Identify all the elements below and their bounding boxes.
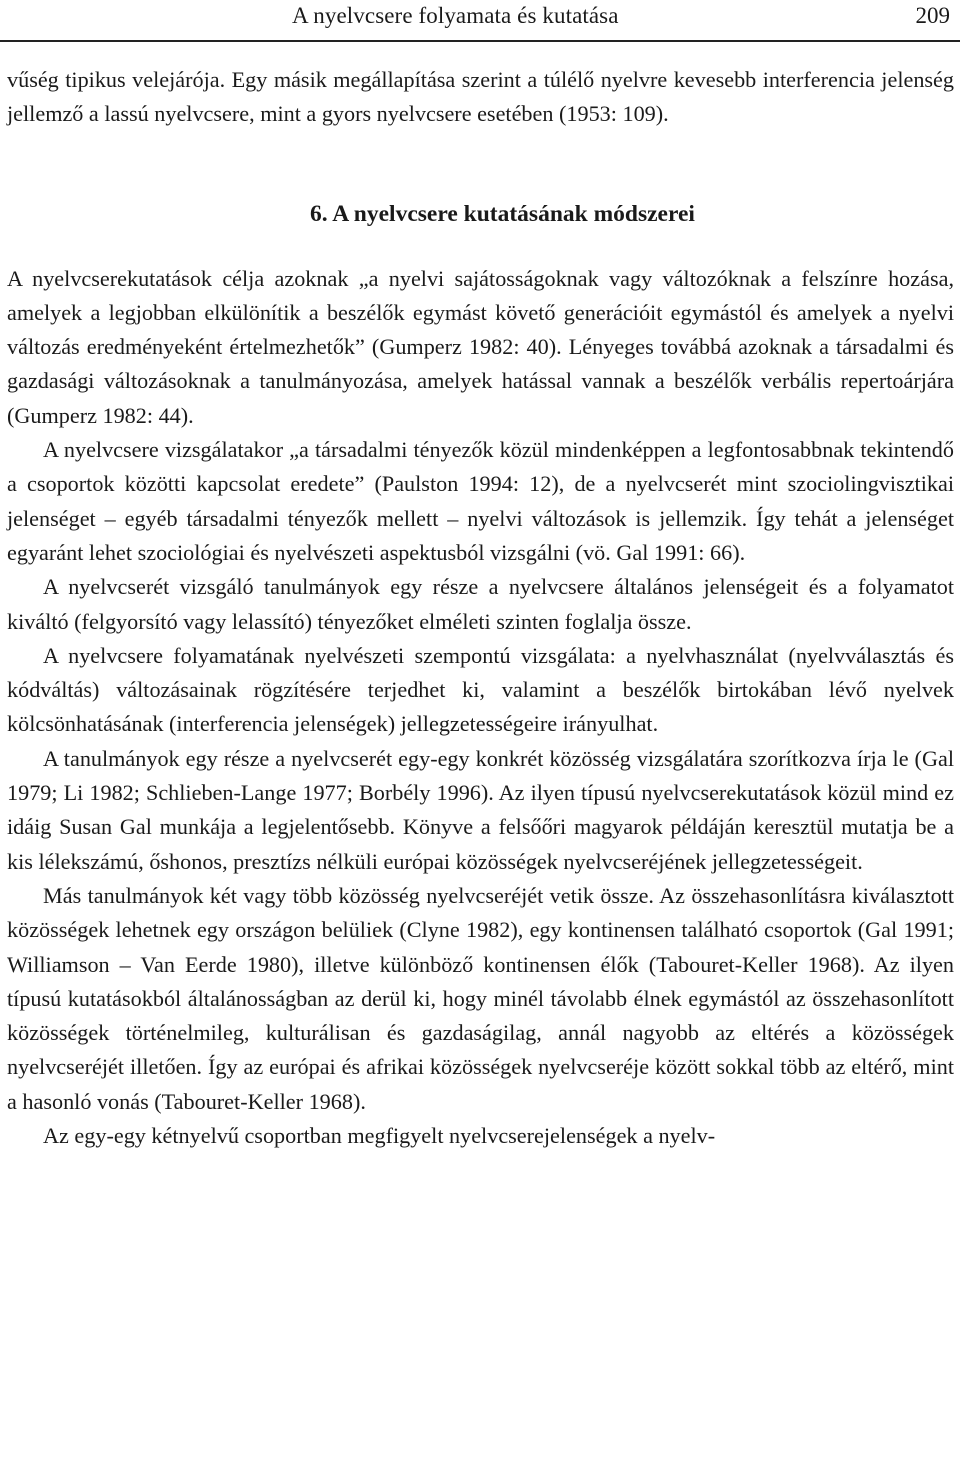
paragraph: A nyelvcsere vizsgálatakor „a társadalmi tényezők közül mindenképpen a legfontosabbnak tekintendő a csoportok közötti kapcsolat eredete” (Paulston 1994: 12), de a nyelvcserét mint szociolingvisztikai jelenséget – egyéb társadalmi tényezők mellett – nyelvi változások is jellemzik. Így tehát a jelenséget egyaránt lehet szociológiai és nyelvészeti aspektusból vizsgálni (vö. Gal 1991: 66). xyxy=(7,437,954,565)
section-heading: 6. A nyelvcsere kutatásának módszerei xyxy=(310,200,695,227)
paragraph: A tanulmányok egy része a nyelvcserét egy-egy konkrét közösség vizsgálatára szorítkozva írja le (Gal 1979; Li 1982; Schlieben-Lange 1977; Borbély 1996). Az ilyen típusú nyelvcserekutatások közül mind ez idáig Susan Gal munkája a legjelentősebb. Könyve a felsőőri magyarok példáján keresztül mutatja be a kis lélekszámú, őshonos, presztízs nélküli európai közösségek nyelvcseréjének jellegzetességeit. xyxy=(7,745,954,874)
paragraph: Más tanulmányok két vagy több közösség nyelvcseréjét vetik össze. Az összehasonlításra kiválasztott közösségek lehetnek egy országon belüliek (Clyne 1982), egy kontinensen található csoportok (Gal 1991; Williamson – Van Eerde 1980), illetve különböző kontinensen élők (Tabouret-Keller 1968). Az ilyen típusú kutatásokból általánosságban az derül ki, hogy minél távolabb élnek egymástól az összehasonlított közösségek történelmileg, kulturálisan és gazdaságilag, annál nagyobb az eltérés a közösségek nyelvcseréjét illetően. Így az európai és afrikai közösségek nyelvcseréje között sokkal több az eltérő, mint a hasonló vonás (Tabouret-Keller 1968). xyxy=(7,882,954,1114)
running-title: A nyelvcsere folyamata és kutatása xyxy=(292,3,619,28)
paragraph: A nyelvcserét vizsgáló tanulmányok egy része a nyelvcsere általános jelenségeit és a folyamatot kiváltó (felgyorsító vagy lelassító) tényezőket elméleti szinten foglalja össze. xyxy=(7,574,954,634)
paragraph: Az egy-egy kétnyelvű csoportban megfigyelt nyelvcserejelenségek a nyelv- xyxy=(43,1123,716,1149)
paragraph: A nyelvcserekutatások célja azoknak „a nyelvi sajátosságoknak vagy változóknak a felszínre hozása, amelyek a legjobban elkülönítik a beszélők egymást követő generációit egymástól és amelyek a nyelvi változás eredményeként értelmezhetők” (Gumperz 1982: 40). Lényeges továbbá azoknak a társadalmi és gazdasági változásoknak a tanulmányozása, amelyek hatással vannak a beszélők verbális repertoárjára (Gumperz 1982: 44). xyxy=(7,265,954,428)
running-header xyxy=(0,0,960,42)
body-text xyxy=(7,63,954,1153)
page-number: 209 xyxy=(915,3,950,28)
paragraph-continued: vűség tipikus velejárója. Egy másik megállapítása szerint a túlélő nyelvre kevesebb interferencia jelenség jellemző a lassú nyelvcsere, mint a gyors nyelvcsere esetében (1953: 109). xyxy=(7,67,954,127)
paragraph: A nyelvcsere folyamatának nyelvészeti szempontú vizsgálata: a nyelvhasználat (nyelvválasztás és kódváltás) változásainak rögzítésére terjedhet ki, valamint a beszélők birtokában lévő nyelvek kölcsönhatásának (interferencia jelenségek) jellegzetességeire irányulhat. xyxy=(7,642,954,737)
